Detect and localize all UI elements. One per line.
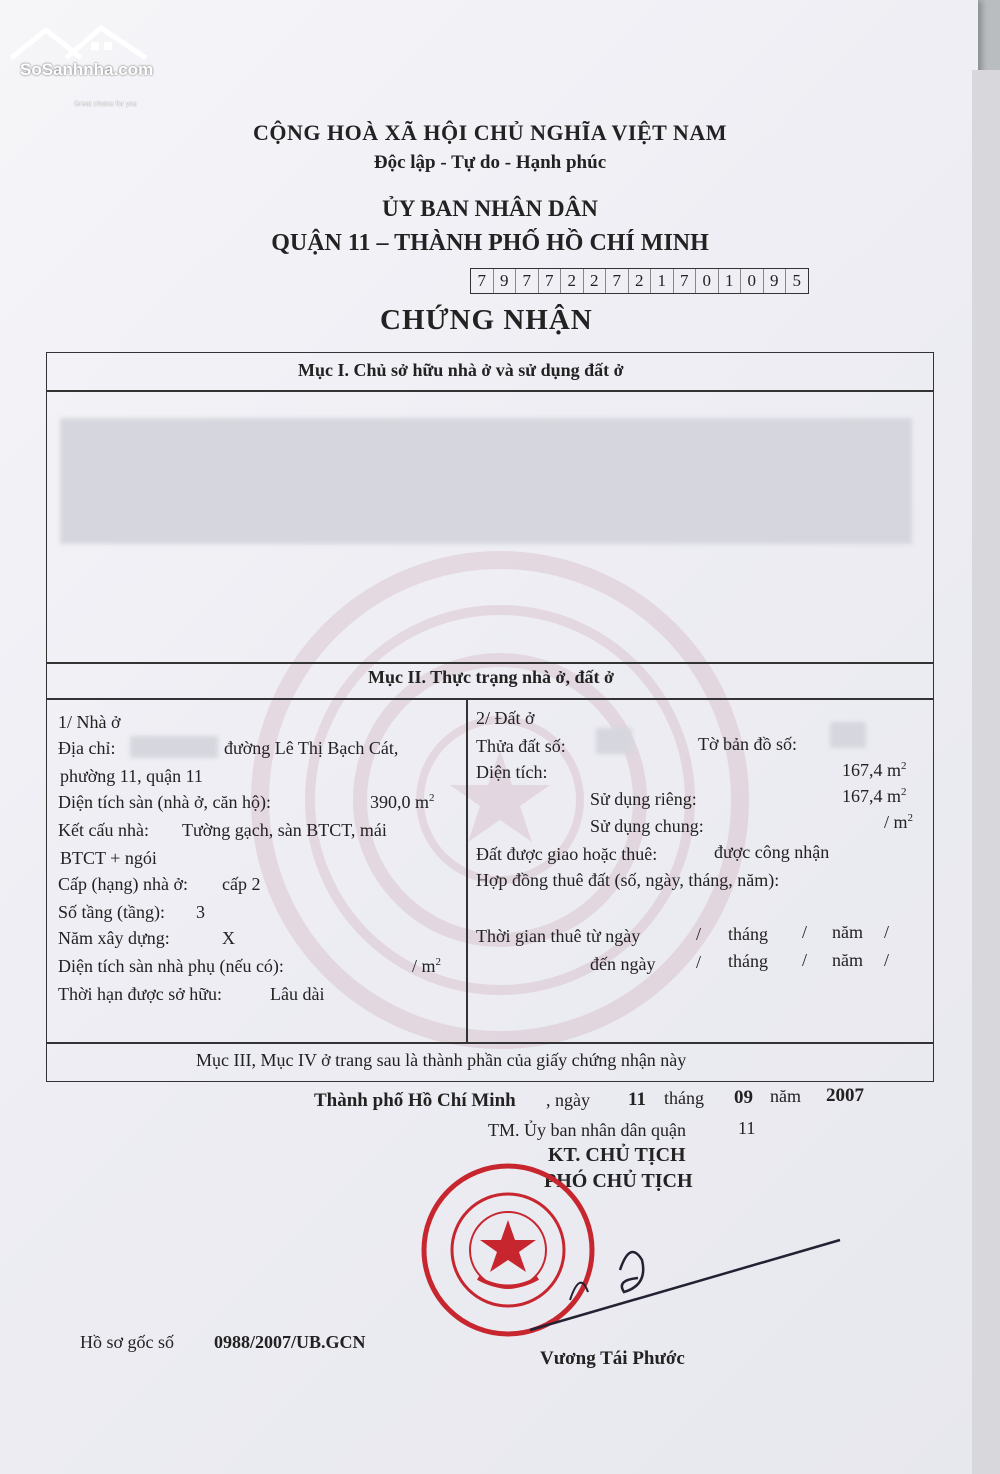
serial-digit: 0 xyxy=(741,269,764,293)
unit-sup: 2 xyxy=(901,786,907,798)
house-label: 1/ Nhà ở xyxy=(58,712,121,732)
section-2-heading: Mục II. Thực trạng nhà ở, đất ở xyxy=(368,667,614,687)
private-use-number: 167,4 m xyxy=(842,786,902,806)
serial-digit: 1 xyxy=(651,269,674,293)
unit-sup: 2 xyxy=(901,760,907,772)
serial-number xyxy=(470,268,809,294)
structure-label: Kết cấu nhà: xyxy=(58,820,149,840)
signing-city: Thành phố Hồ Chí Minh xyxy=(314,1090,516,1111)
divider xyxy=(46,698,934,700)
serial-digit: 2 xyxy=(584,269,607,293)
redacted-map-number xyxy=(830,722,866,748)
land-label: 2/ Đất ở xyxy=(476,708,535,728)
land-area-number: 167,4 m xyxy=(842,760,902,780)
floor-area-value xyxy=(370,792,435,813)
file-number: 0988/2007/UB.GCN xyxy=(214,1332,366,1352)
serial-digit: 7 xyxy=(674,269,697,293)
file-number-label: Hồ sơ gốc số xyxy=(80,1332,175,1352)
map-sheet-label: Tờ bản đồ số: xyxy=(698,734,798,754)
lease-to-slash-1: / xyxy=(696,952,702,972)
logo-tagline: Great choice for you xyxy=(74,101,138,108)
year-built-label: Năm xây dựng: xyxy=(58,928,170,948)
lease-contract-label: Hợp đồng thuê đất (số, ngày, tháng, năm): xyxy=(476,870,780,890)
lease-from-slash-3: / xyxy=(884,922,890,942)
lease-to-label: đến ngày xyxy=(590,954,656,974)
lease-to-year: năm xyxy=(832,950,863,970)
redacted-parcel-number xyxy=(596,728,632,754)
redacted-owner-info xyxy=(60,418,912,544)
serial-digit: 9 xyxy=(494,269,517,293)
shared-use-label: Sử dụng chung: xyxy=(590,816,704,836)
lease-to-slash-3: / xyxy=(884,950,890,970)
shared-use-value xyxy=(884,812,913,833)
divider xyxy=(46,662,934,664)
serial-digit: 7 xyxy=(516,269,539,293)
aux-area-label: Diện tích sàn nhà phụ (nếu có): xyxy=(58,956,284,976)
land-area-value xyxy=(842,760,907,781)
vice-chairman: PHÓ CHỦ TỊCH xyxy=(544,1170,693,1192)
allocation-label: Đất được giao hoặc thuê: xyxy=(476,844,658,864)
structure-value-1: Tường gạch, sàn BTCT, mái xyxy=(182,820,387,840)
signing-month-label: tháng xyxy=(664,1088,704,1108)
signing-day: 11 xyxy=(628,1089,646,1110)
column-divider xyxy=(466,698,468,1042)
floor-area-label: Diện tích sàn (nhà ở, căn hộ): xyxy=(58,792,271,812)
floor-area-number: 390,0 m xyxy=(370,792,430,812)
motto: Độc lập - Tự do - Hạnh phúc xyxy=(373,152,607,173)
unit-sup: 2 xyxy=(435,956,442,968)
grade-label: Cấp (hạng) nhà ở: xyxy=(58,874,188,894)
serial-digit: 2 xyxy=(561,269,584,293)
private-use-label: Sử dụng riêng: xyxy=(590,789,697,809)
divider xyxy=(46,390,934,392)
signing-month: 09 xyxy=(734,1087,753,1108)
address-label: Địa chỉ: xyxy=(58,738,116,758)
section-1-heading: Mục I. Chủ sở hữu nhà ở và sử dụng đất ở xyxy=(298,360,624,380)
authority-title: ỦY BAN NHÂN DÂN xyxy=(382,196,598,221)
lease-from-month: tháng xyxy=(728,924,768,944)
signing-day-label: , ngày xyxy=(546,1090,590,1110)
section-3-4-note: Mục III, Mục IV ở trang sau là thành phần của giấy chứng nhận này xyxy=(196,1050,687,1070)
ownership-term-label: Thời hạn được sở hữu: xyxy=(58,984,223,1004)
lease-from-slash-2: / xyxy=(802,922,808,942)
sosanhnha-logo xyxy=(6,18,156,108)
serial-digit: 2 xyxy=(629,269,652,293)
certificate-title: CHỨNG NHẬN xyxy=(380,304,593,336)
signing-year: 2007 xyxy=(826,1085,864,1106)
structure-value-2: BTCT + ngói xyxy=(60,848,157,868)
aux-area-number: / m xyxy=(412,956,436,976)
ownership-term-value: Lâu dài xyxy=(270,984,325,1004)
lease-from-slash-1: / xyxy=(696,924,702,944)
signing-year-label: năm xyxy=(770,1086,801,1106)
aux-area-value xyxy=(412,956,441,977)
private-use-value xyxy=(842,786,907,807)
country-title: CỘNG HOÀ XÃ HỘI CHỦ NGHĨA VIỆT NAM xyxy=(253,120,727,145)
land-area-label: Diện tích: xyxy=(476,762,548,782)
divider xyxy=(46,1042,934,1044)
logo-brand: SoSanhnha.com xyxy=(20,60,154,79)
parcel-label: Thửa đất số: xyxy=(476,736,566,756)
serial-digit: 7 xyxy=(539,269,562,293)
address-street: đường Lê Thị Bạch Cát, xyxy=(224,738,399,758)
serial-digit: 0 xyxy=(696,269,719,293)
page-edge xyxy=(972,70,1000,1474)
unit-sup: 2 xyxy=(907,812,914,824)
committee-label: TM. Ủy ban nhân dân quận xyxy=(488,1120,686,1140)
floors-label: Số tầng (tầng): xyxy=(58,902,165,922)
lease-from-year: năm xyxy=(832,922,863,942)
address-ward: phường 11, quận 11 xyxy=(60,766,203,786)
serial-digit: 7 xyxy=(606,269,629,293)
lease-from-label: Thời gian thuê từ ngày xyxy=(476,926,641,946)
serial-digit: 7 xyxy=(471,269,494,293)
redacted-house-number xyxy=(130,736,218,758)
serial-digit: 1 xyxy=(719,269,742,293)
shared-use-number: / m xyxy=(884,812,908,832)
lease-to-month: tháng xyxy=(728,951,768,971)
lease-to-slash-2: / xyxy=(802,950,808,970)
serial-digit: 5 xyxy=(792,271,801,290)
serial-digit: 9 xyxy=(764,269,787,293)
floors-value: 3 xyxy=(196,902,205,922)
district-title: QUẬN 11 – THÀNH PHỐ HỒ CHÍ MINH xyxy=(271,230,709,256)
year-built-value: X xyxy=(222,928,235,948)
allocation-value: được công nhận xyxy=(714,842,830,862)
kt-chairman: KT. CHỦ TỊCH xyxy=(548,1144,686,1166)
signer-name: Vương Tái Phước xyxy=(540,1348,685,1369)
unit-sup: 2 xyxy=(429,792,435,804)
grade-value: cấp 2 xyxy=(222,874,261,894)
signature-icon xyxy=(520,1230,850,1340)
committee-number: 11 xyxy=(738,1118,756,1138)
